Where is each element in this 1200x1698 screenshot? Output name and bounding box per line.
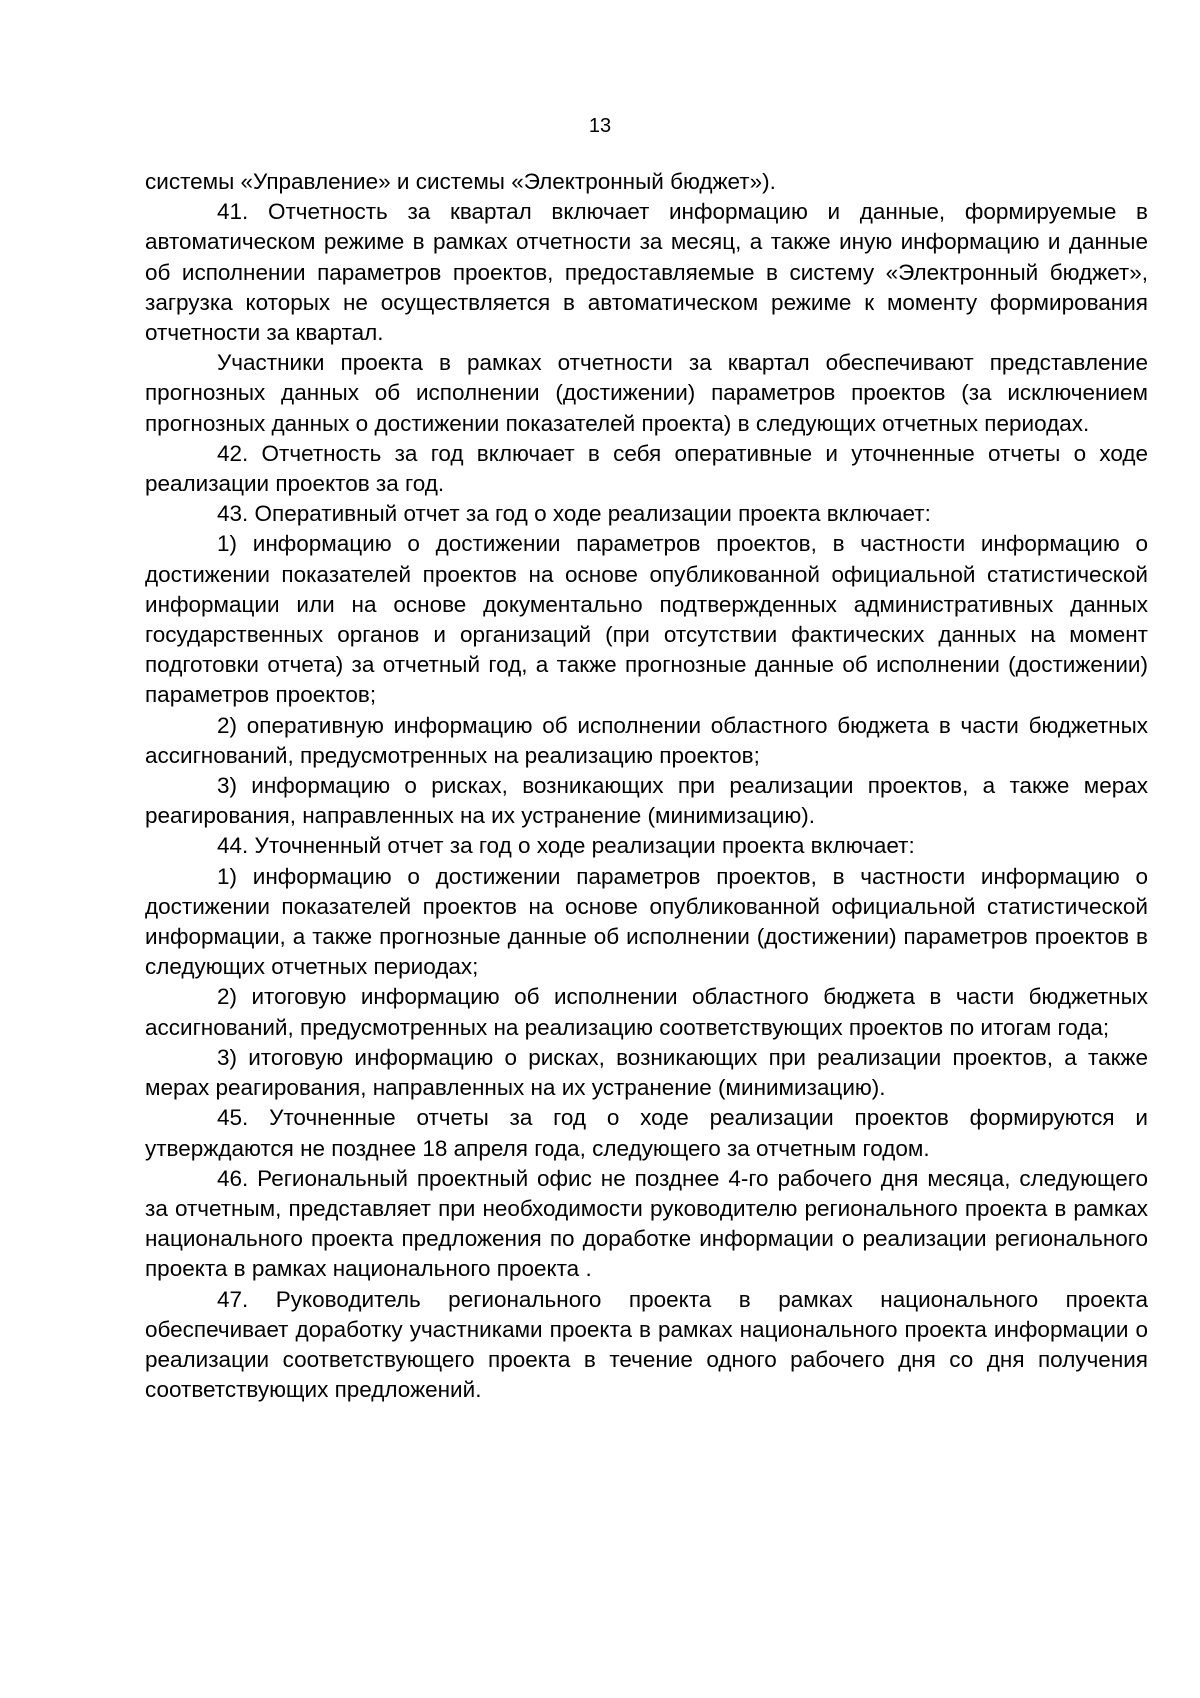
paragraph-44-item-3: 3) итоговую информацию о рисках, возникающих при реализации проектов, а также мерах реагирования, направленных на их устранение (минимизацию).: [145, 1044, 1148, 1101]
paragraph-43-item-3: 3) информацию о рисках, возникающих при реализации проектов, а также мерах реагирования, направленных на их устранение (минимизацию).: [145, 773, 1148, 829]
paragraph-44-item-2: 2) итоговую информацию об исполнении областного бюджета в части бюджетных ассигнований, предусмотренных на реализацию соответствующих проектов по итогам года;: [145, 984, 1148, 1040]
page-number: 13: [588, 115, 612, 137]
paragraph-47: 47. Руководитель регионального проекта в рамках национального проекта обеспечивает доработку участниками проекта в рамках национального проекта информации о реализации соответствующего проекта в течение одного рабочего дня со дня получения соответствующих предложений.: [145, 1286, 1148, 1403]
paragraph-41-participants: Участники проекта в рамках отчетности за квартал обеспечивают представление прогнозных данных об исполнении (достижении) параметров проектов (за исключением прогнозных данных о достижении показателей проекта) в следующих отчетных периодах.: [145, 350, 1148, 436]
paragraph-44-item-1: 1) информацию о достижении параметров проектов, в частности информацию о достижении показателей проектов на основе опубликованной официальной статистической информации, а также прогнозные данные об исполнении (достижении) параметров проектов в следующих отчетных периодах;: [145, 863, 1148, 980]
document-body: [145, 167, 1148, 1405]
paragraph-42: 42. Отчетность за год включает в себя оперативные и уточненные отчеты о ходе реализации проектов за год.: [145, 440, 1148, 497]
paragraph-continuation: системы «Управление» и системы «Электронный бюджет»).: [145, 169, 776, 194]
paragraph-44: 44. Уточненный отчет за год о ходе реализации проекта включает:: [217, 833, 915, 859]
paragraph-43: 43. Оперативный отчет за год о ходе реализации проекта включает:: [217, 501, 931, 527]
paragraph-45: 45. Уточненные отчеты за год о ходе реализации проектов формируются и утверждаются не позднее 18 апреля года, следующего за отчетным годом.: [145, 1105, 1148, 1161]
paragraph-43-item-1: 1) информацию о достижении параметров проектов, в частности информацию о достижении показателей проектов на основе опубликованной официальной статистической информации или на основе документально подтвержденных административных данных государственных органов и организаций (при отсутствии фактических данных на момент подготовки отчета) за отчетный год, а также прогнозные данные об исполнении (достижении) параметров проектов;: [145, 531, 1148, 708]
paragraph-41: 41. Отчетность за квартал включает информацию и данные, формируемые в автоматическом режиме в рамках отчетности за месяц, а также иную информацию и данные об исполнении параметров проектов, предоставляемые в систему «Электронный бюджет», загрузка которых не осуществляется в автоматическом режиме к моменту формирования отчетности за квартал.: [145, 199, 1148, 346]
paragraph-43-item-2: 2) оперативную информацию об исполнении областного бюджета в части бюджетных ассигнований, предусмотренных на реализацию проектов;: [145, 712, 1148, 768]
paragraph-46: 46. Региональный проектный офис не позднее 4-го рабочего дня месяца, следующего за отчетным, представляет при необходимости руководителю регионального проекта в рамках национального проекта предложения по доработке информации о реализации регионального проекта в рамках национального проекта .: [145, 1165, 1148, 1282]
